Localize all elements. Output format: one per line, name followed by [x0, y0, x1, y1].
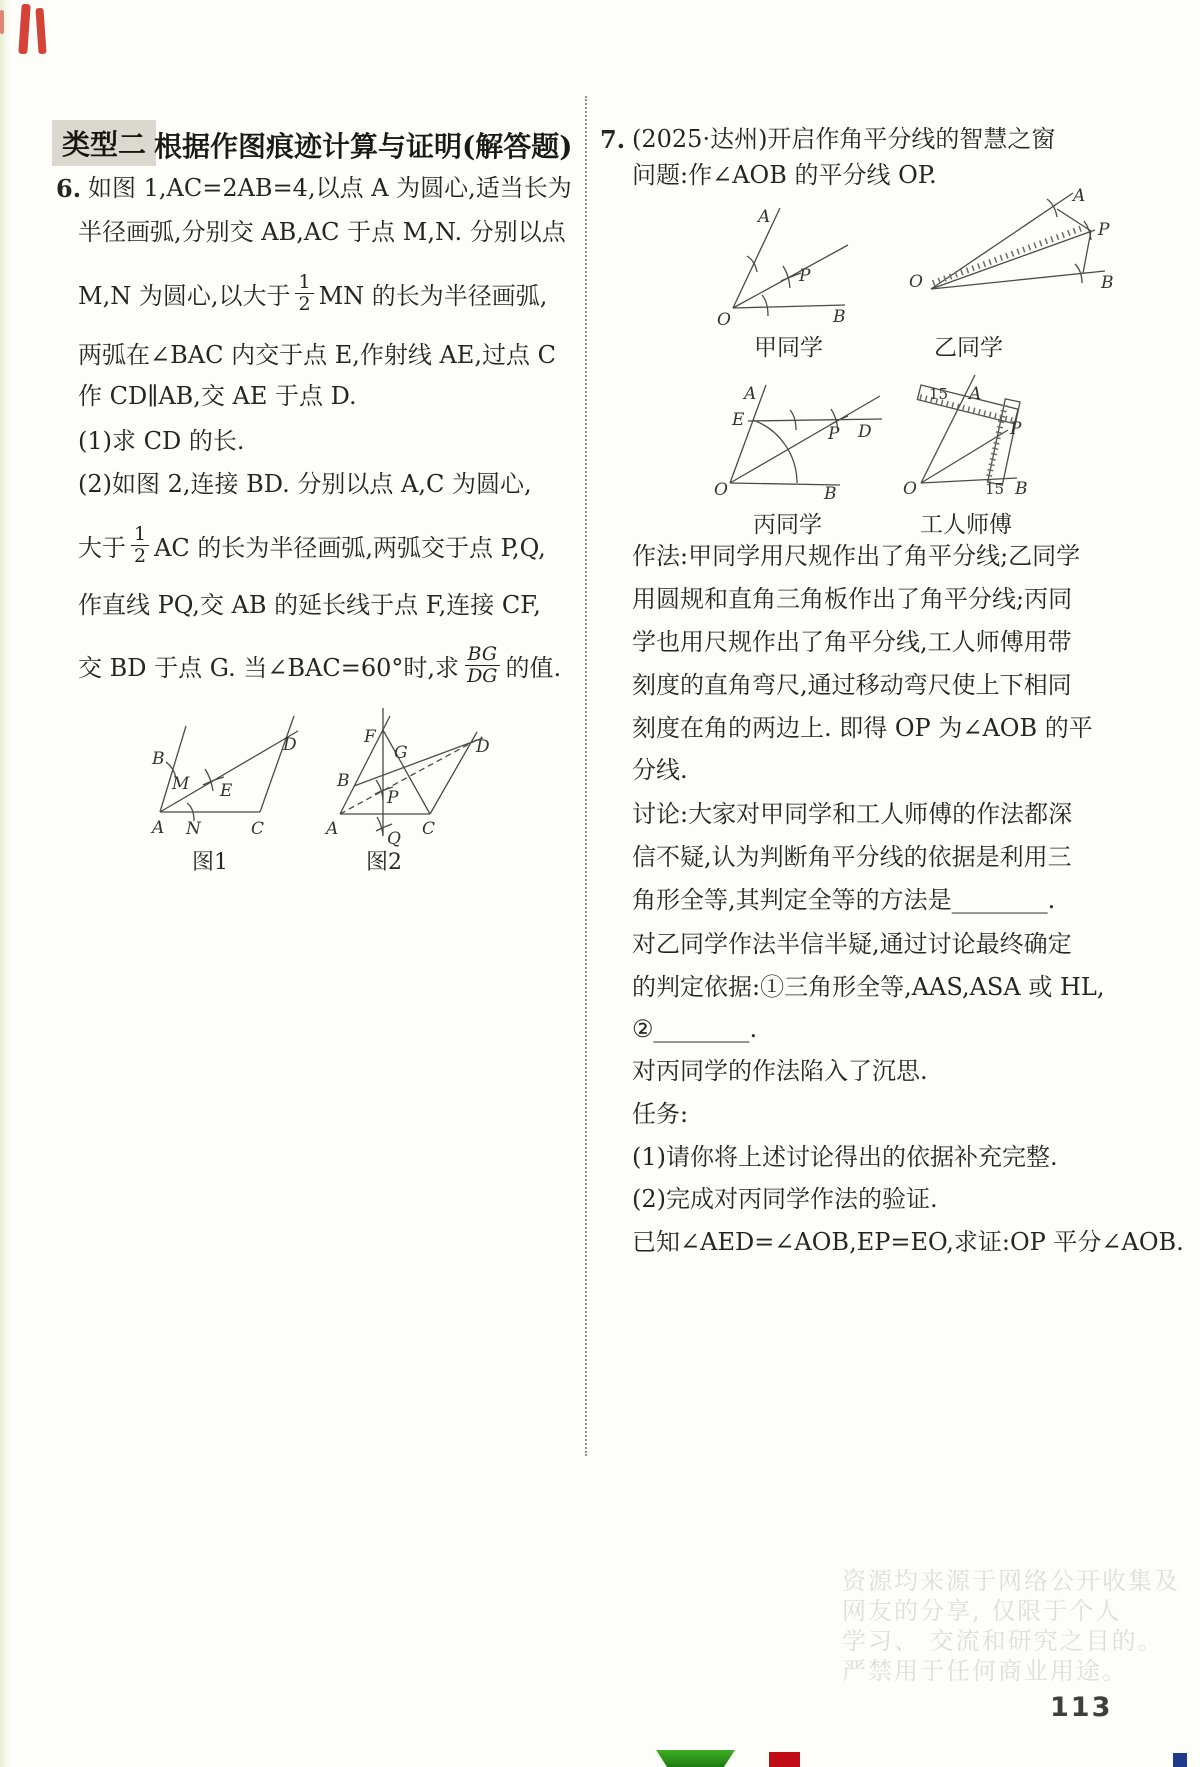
- problem6-part1: (1)求 CD 的长.: [78, 427, 245, 455]
- jia-label-A: A: [758, 207, 771, 227]
- fig2-label-P: P: [387, 788, 399, 808]
- student-bing-diagram: [700, 337, 890, 505]
- p7-para-line4: 刻度的直角弯尺,通过移动弯尺使上下相同: [632, 671, 1072, 699]
- fraction-denominator: DG: [467, 664, 498, 687]
- fig2-label-G: G: [394, 743, 408, 763]
- bing-label-O: O: [714, 480, 728, 500]
- bing-label-P: P: [828, 424, 840, 444]
- watermark: [842, 1566, 1200, 1686]
- worker-master-diagram: [893, 337, 1043, 505]
- column-divider: [585, 96, 587, 1456]
- yi-label-O: O: [909, 272, 923, 292]
- page-edge-shading: [0, 0, 10, 1767]
- fig2-label-D: D: [476, 737, 490, 757]
- watermark-line: 资源均来源于网络公开收集及: [842, 1567, 1180, 1595]
- fig1-label-E: E: [220, 781, 233, 801]
- fig2-label-B: B: [337, 771, 350, 791]
- line3-pre: M,N 为圆心,以大于: [78, 281, 291, 310]
- jia-label-P: P: [799, 266, 811, 286]
- fig1-label-M: M: [172, 774, 190, 794]
- fraction-denominator: 2: [298, 292, 311, 315]
- fig1-label-N: N: [186, 819, 201, 839]
- problem7-number: 7.: [600, 125, 626, 154]
- p7-task2: (2)完成对丙同学作法的验证.: [632, 1185, 938, 1213]
- fraction-BG-DG: [464, 644, 500, 687]
- fraction-numerator: 1: [131, 524, 149, 546]
- shifu-label-P: P: [1010, 419, 1022, 439]
- fig1-label-B: B: [152, 749, 165, 769]
- problem6-line9: 作直线 PQ,交 AB 的延长线于点 F,连接 CF,: [78, 591, 541, 619]
- yi-label-B: B: [1101, 273, 1114, 293]
- figure1-caption: 图1: [192, 850, 228, 875]
- yi-label-P: P: [1098, 220, 1110, 240]
- fig2-label-Q: Q: [387, 829, 401, 849]
- section-badge: 类型二: [52, 120, 156, 166]
- student-bing-caption: 丙同学: [753, 512, 822, 538]
- problem6-line5: 作 CD∥AB,交 AE 于点 D.: [78, 382, 357, 410]
- fig2-label-C: C: [422, 819, 436, 839]
- problem6-line2: 半径画弧,分别交 AB,AC 于点 M,N. 分别以点: [78, 218, 566, 246]
- red-pen-mark: [35, 8, 46, 54]
- fraction-numerator: BG: [465, 644, 501, 666]
- problem7-line1: (2025·达州)开启作角平分线的智慧之窗: [632, 125, 1056, 153]
- student-jia-caption: 甲同学: [754, 335, 823, 361]
- jia-label-O: O: [717, 310, 731, 330]
- p7-para-line2: 用圆规和直角三角板作出了角平分线;丙同: [632, 585, 1073, 613]
- red-pen-mark: [18, 4, 30, 55]
- problem6-number: 6.: [56, 174, 82, 203]
- p7-para-line14: 任务:: [632, 1100, 689, 1128]
- watermark-line: 严禁用于任何商业用途。: [842, 1657, 1128, 1685]
- jia-label-B: B: [833, 307, 846, 327]
- line10-pre: 交 BD 于点 G. 当∠BAC=60°时,求: [78, 653, 460, 682]
- fig1-label-D: D: [283, 735, 297, 755]
- fraction-one-half: [131, 524, 149, 567]
- bing-label-B: B: [824, 484, 837, 504]
- p7-para-line5: 刻度在角的两边上. 即得 OP 为∠AOB 的平: [632, 714, 1093, 742]
- fig2-label-A: A: [326, 819, 339, 839]
- line3-post: MN 的长为半径画弧,: [318, 281, 548, 310]
- watermark-line: 学习、 交流和研究之目的。: [842, 1627, 1164, 1655]
- fig2-label-F: F: [364, 727, 376, 747]
- yi-label-A: A: [1073, 186, 1086, 206]
- problem6-line3: [78, 265, 547, 321]
- bing-label-E: E: [732, 410, 745, 430]
- p7-para-line10: 对乙同学作法半信半疑,通过讨论最终确定: [632, 930, 1072, 958]
- p7-para-line12: ②________.: [632, 1015, 758, 1043]
- fraction-denominator: 2: [134, 544, 147, 567]
- fig1-label-A: A: [152, 818, 165, 838]
- fraction-one-half: [295, 272, 313, 315]
- student-yi-caption: 乙同学: [934, 335, 1003, 361]
- bing-label-D: D: [858, 422, 872, 442]
- p7-para-line6: 分线.: [632, 756, 688, 784]
- p7-para-line3: 学也用尺规作出了角平分线,工人师傅用带: [632, 628, 1072, 656]
- fraction-numerator: 1: [295, 272, 313, 294]
- p7-para-line7: 讨论:大家对甲同学和工人师傅的作法都深: [632, 800, 1073, 828]
- p7-para-line13: 对丙同学的作法陷入了沉思.: [632, 1057, 928, 1085]
- section-title: 根据作图痕迹计算与证明(解答题): [154, 130, 573, 163]
- p7-para-line11: 的判定依据:①三角形全等,AAS,ASA 或 HL,: [632, 973, 1105, 1001]
- p7-para-line9: 角形全等,其判定全等的方法是________.: [632, 886, 1056, 914]
- bing-label-A: A: [744, 384, 757, 404]
- student-yi-diagram: [905, 185, 1120, 325]
- problem7-line2: 问题:作∠AOB 的平分线 OP.: [632, 161, 937, 189]
- watermark-line: 网友的分享, 仅限于个人: [842, 1597, 1122, 1625]
- fig1-label-C: C: [251, 819, 265, 839]
- problem6-line4: 两弧在∠BAC 内交于点 E,作射线 AE,过点 C: [78, 341, 556, 369]
- publisher-logo-blue: [1173, 1753, 1187, 1767]
- red-edge-smudge: [0, 10, 4, 34]
- worker-master-caption: 工人师傅: [920, 512, 1012, 538]
- shifu-tick-15-bottom: 15: [985, 480, 1005, 498]
- p7-task1: (1)请你将上述讨论得出的依据补充完整.: [632, 1143, 1058, 1171]
- problem6-part2: (2)如图 2,连接 BD. 分别以点 A,C 为圆心,: [78, 470, 532, 498]
- p7-proof-line: 已知∠AED=∠AOB,EP=EO,求证:OP 平分∠AOB.: [632, 1228, 1184, 1256]
- shifu-label-A: A: [969, 384, 982, 404]
- line8-pre: 大于: [78, 533, 126, 562]
- figure1-construction-diagram: [128, 700, 313, 845]
- line10-post: 的值.: [505, 653, 562, 682]
- shifu-tick-15-top: 15: [929, 385, 949, 403]
- publisher-logo-green: [656, 1750, 735, 1767]
- problem6-line8: [78, 517, 546, 573]
- figure2-construction-diagram: [293, 700, 498, 850]
- figure2-caption: 图2: [366, 850, 402, 875]
- shifu-label-B: B: [1015, 479, 1028, 499]
- problem6-line1: 如图 1,AC=2AB=4,以点 A 为圆心,适当长为: [88, 174, 572, 202]
- line8-post: AC 的长为半径画弧,两弧交于点 P,Q,: [154, 533, 546, 562]
- student-jia-diagram: [700, 192, 865, 330]
- publisher-logo-red: [769, 1752, 800, 1767]
- shifu-label-O: O: [903, 479, 917, 499]
- page-number: 113: [1050, 1692, 1113, 1723]
- p7-para-line1: 作法:甲同学用尺规作出了角平分线;乙同学: [632, 542, 1081, 570]
- problem6-line10: [78, 637, 561, 693]
- p7-para-line8: 信不疑,认为判断角平分线的依据是利用三: [632, 843, 1072, 871]
